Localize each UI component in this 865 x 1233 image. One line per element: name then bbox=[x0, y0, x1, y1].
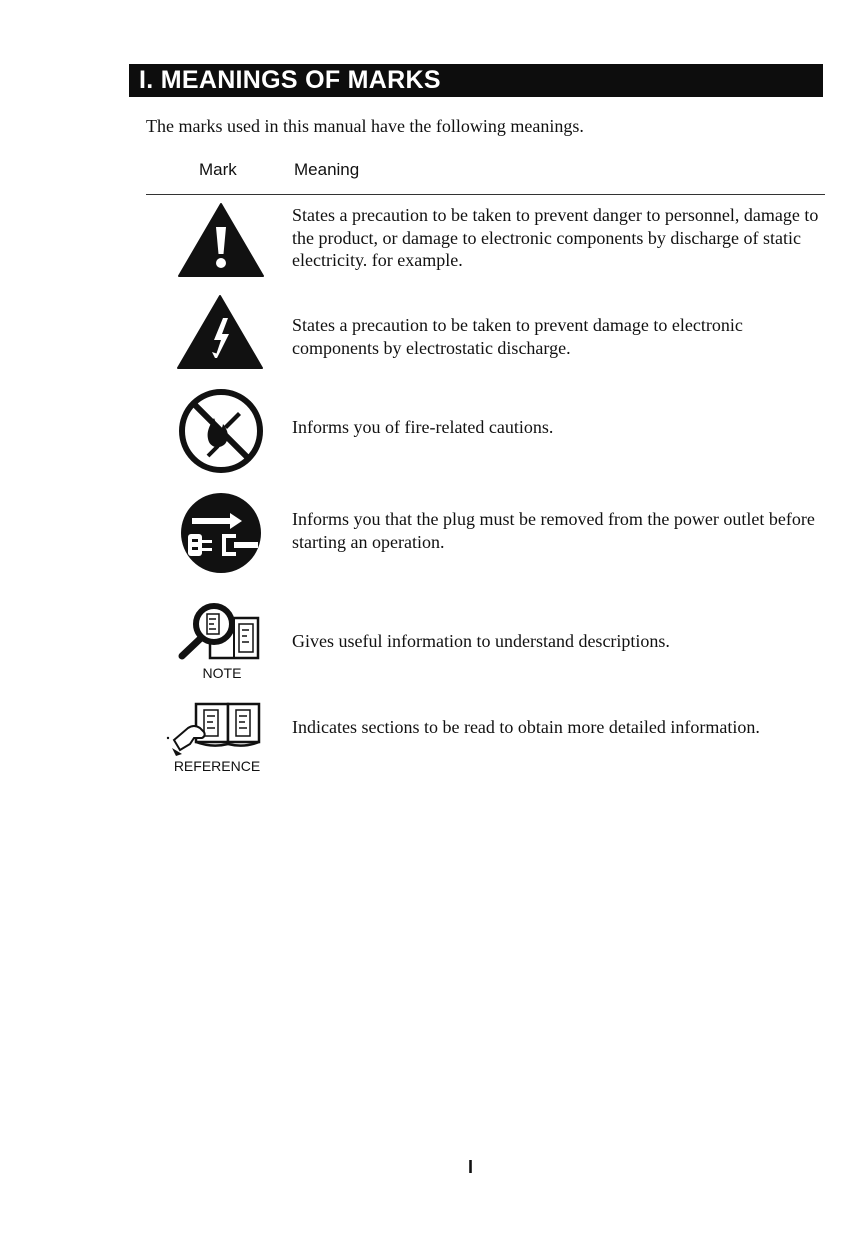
mark-meaning: States a precaution to be taken to prevent danger to personnel, damage to the product, or damage to electronic components by discharge of static electricity. for example. bbox=[292, 205, 819, 270]
no-fire-icon bbox=[178, 388, 264, 474]
intro-text: The marks used in this manual have the following meanings. bbox=[146, 116, 584, 136]
note-icon bbox=[176, 598, 266, 662]
mark-meaning: Gives useful information to understand descriptions. bbox=[292, 631, 670, 651]
column-header-mark: Mark bbox=[199, 160, 237, 179]
page-number: I bbox=[468, 1157, 474, 1177]
warning-triangle-icon bbox=[177, 202, 265, 278]
mark-caption: REFERENCE bbox=[173, 758, 261, 774]
reference-icon bbox=[166, 700, 266, 758]
unplug-icon bbox=[178, 490, 264, 576]
header-divider bbox=[146, 194, 825, 195]
electric-shock-triangle-icon bbox=[176, 294, 264, 370]
mark-caption: NOTE bbox=[202, 665, 242, 681]
mark-meaning: States a precaution to be taken to prevent damage to electronic components by electrostatic discharge. bbox=[292, 315, 743, 358]
column-header-meaning: Meaning bbox=[294, 160, 360, 179]
page-title: I. MEANINGS OF MARKS bbox=[129, 64, 823, 97]
mark-meaning: Indicates sections to be read to obtain more detailed information. bbox=[292, 717, 760, 737]
mark-meaning: Informs you that the plug must be removed from the power outlet before starting an operation. bbox=[292, 509, 815, 552]
mark-meaning: Informs you of fire-related cautions. bbox=[292, 417, 554, 437]
